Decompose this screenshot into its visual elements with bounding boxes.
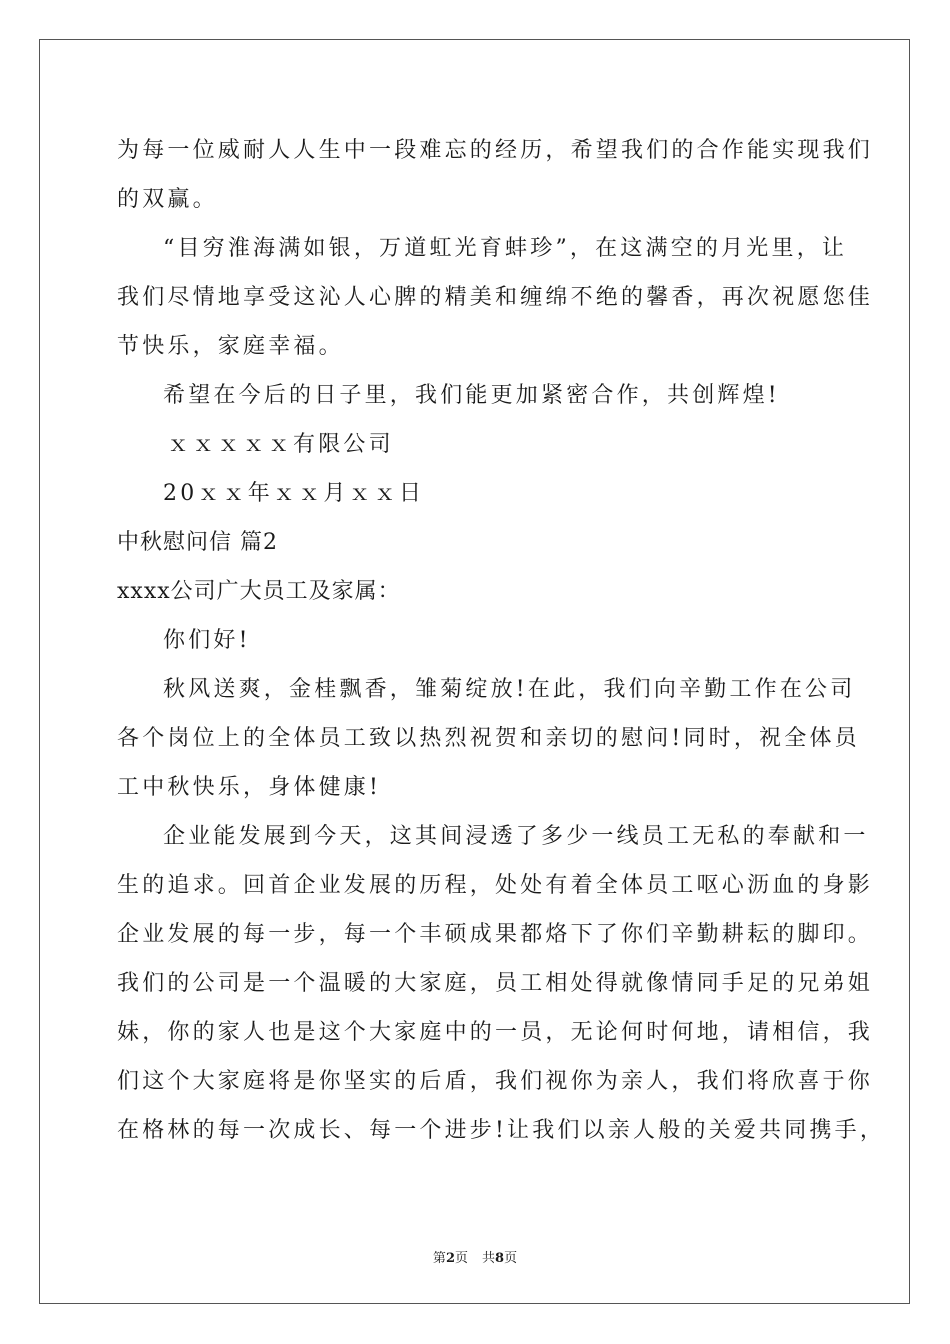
text-line: 的双赢。 <box>117 187 218 212</box>
company-signature: ｘｘｘｘｘ有限公司 <box>167 432 394 457</box>
page-prefix: 第 <box>432 1251 446 1266</box>
text-line: 我们尽情地享受这沁人心脾的精美和缠绵不绝的馨香，再次祝愿您佳 <box>117 285 874 310</box>
text-line: 企业能发展到今天，这其间浸透了多少一线员工无私的奉献和一 <box>163 824 869 849</box>
text-line: 生的追求。回首企业发展的历程，处处有着全体员工呕心沥血的身影 <box>117 873 874 898</box>
page-suffix: 页 <box>454 1251 468 1266</box>
text-line: 我们的公司是一个温暖的大家庭，员工相处得就像情同手足的兄弟姐 <box>117 971 874 996</box>
text-line: 在格林的每一次成长、每一个进步!让我们以亲人般的关爱共同携手， <box>117 1118 886 1143</box>
text-line: 各个岗位上的全体员工致以热烈祝贺和亲切的慰问!同时，祝全体员 <box>117 726 860 751</box>
text-line: 工中秋快乐，身体健康! <box>117 775 382 800</box>
text-line: “目穷淮海满如银，万道虹光育蚌珍”，在这满空的月光里，让 <box>163 236 848 261</box>
page-footer <box>0 1247 950 1266</box>
document-body <box>117 126 886 1155</box>
text-line: 妹，你的家人也是这个大家庭中的一员，无论何时何地，请相信，我 <box>117 1020 874 1045</box>
letter-salutation: xxxx公司广大员工及家属： <box>117 579 401 604</box>
page-number: 2 <box>445 1251 455 1266</box>
signature-date: 20ｘｘ年ｘｘ月ｘｘ日 <box>163 481 425 506</box>
greeting-line: 你们好! <box>163 628 251 653</box>
text-line: 为每一位威耐人人生中一段难忘的经历，希望我们的合作能实现我们 <box>117 138 874 163</box>
total-suffix: 页 <box>504 1251 518 1266</box>
text-line: 们这个大家庭将是你坚实的后盾，我们视你为亲人，我们将欣喜于你 <box>117 1069 874 1094</box>
text-line: 希望在今后的日子里，我们能更加紧密合作，共创辉煌! <box>163 383 780 408</box>
section-heading: 中秋慰问信 篇2 <box>117 530 278 555</box>
text-line: 秋风送爽，金桂飘香，雏菊绽放!在此，我们向辛勤工作在公司 <box>163 677 856 702</box>
text-line: 企业发展的每一步，每一个丰硕成果都烙下了你们辛勤耕耘的脚印。 <box>117 922 874 947</box>
total-prefix: 共 <box>482 1251 496 1266</box>
text-line: 节快乐，家庭幸福。 <box>117 334 344 359</box>
total-pages: 8 <box>495 1251 505 1266</box>
